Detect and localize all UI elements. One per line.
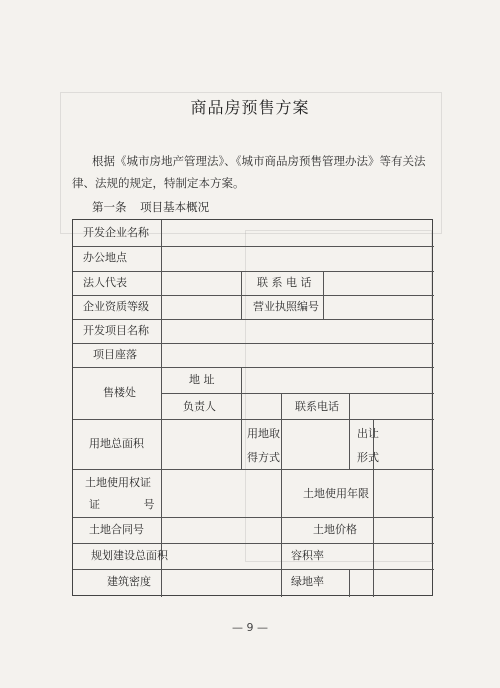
transfer-type-line1: 出让 xyxy=(357,427,379,440)
page-title: 商品房预售方案 xyxy=(190,98,310,117)
land-price-label: 土地价格 xyxy=(313,523,357,536)
person-in-charge-label: 负责人 xyxy=(183,400,216,413)
land-cert-label-line2: 证 号 xyxy=(89,498,175,511)
project-overview-form xyxy=(72,219,433,596)
project-location-label: 项目座落 xyxy=(93,348,137,361)
section-name: 项目基本概况 xyxy=(140,200,210,214)
project-name-label: 开发项目名称 xyxy=(83,324,149,337)
section-number: 第一条 xyxy=(92,200,127,214)
land-contract-label: 土地合同号 xyxy=(89,523,144,536)
license-no-label: 营业执照编号 xyxy=(253,300,319,313)
legal-rep-label: 法人代表 xyxy=(83,276,127,289)
transfer-type-line2: 形式 xyxy=(357,451,379,464)
developer-name-label: 开发企业名称 xyxy=(83,226,149,239)
land-acquisition-line2: 得方式 xyxy=(247,451,280,464)
address-label: 地 址 xyxy=(189,373,215,386)
sales-office-label: 售楼处 xyxy=(103,386,136,399)
land-area-label: 用地总面积 xyxy=(89,437,144,450)
phone-label: 联 系 电 话 xyxy=(257,276,312,289)
plot-ratio-label: 容积率 xyxy=(291,549,324,562)
land-cert-label-line1: 土地使用权证 xyxy=(85,476,151,489)
planned-area-label: 规划建设总面积 xyxy=(91,549,168,562)
land-acquisition-line1: 用地取 xyxy=(247,427,280,440)
page-number: — 9 — xyxy=(232,621,268,634)
intro-paragraph: 根据《城市房地产管理法》、《城市商品房预售管理办法》等有关法律、法规的规定，特制定本方案。 xyxy=(72,154,426,190)
contact-phone-label: 联系电话 xyxy=(295,400,339,413)
section-heading xyxy=(92,199,209,215)
office-label: 办公地点 xyxy=(83,251,127,264)
green-ratio-label: 绿地率 xyxy=(291,575,324,588)
qualification-label: 企业资质等级 xyxy=(83,300,149,313)
building-density-label: 建筑密度 xyxy=(107,575,151,588)
land-term-label: 土地使用年限 xyxy=(303,487,369,500)
